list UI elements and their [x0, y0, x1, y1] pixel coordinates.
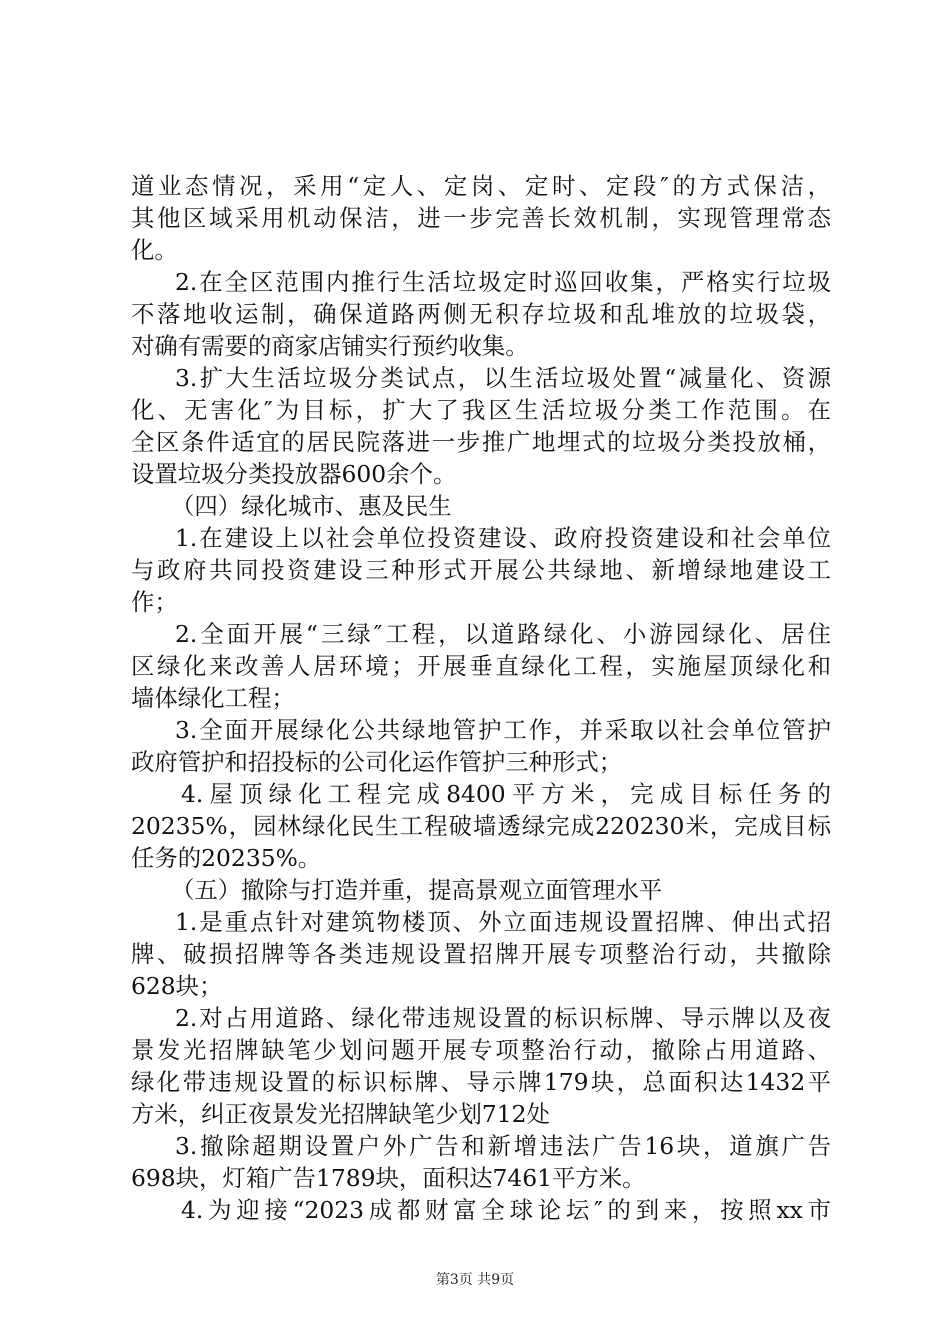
- text-line: 任务的20235%。: [131, 844, 322, 872]
- text-line: 其他区域采用机动保洁，进一步完善长效机制，实现管理常态: [131, 204, 831, 232]
- text-line: 3.全面开展绿化公共绿地管护工作，并采取以社会单位管护: [175, 716, 831, 744]
- text-line: （五）撤除与打造并重，提高景观立面管理水平: [171, 876, 663, 904]
- text-line: 政府管护和招投标的公司化运作管护三种形式；: [131, 748, 623, 776]
- text-line: 4.屋顶绿化工程完成8400平方米，完成目标任务的: [181, 780, 831, 808]
- text-line: 设置垃圾分类投放器600余个。: [131, 460, 457, 488]
- text-line: 墙体绿化工程；: [131, 684, 295, 712]
- text-line: 不落地收运制，确保道路两侧无积存垃圾和乱堆放的垃圾袋，: [131, 300, 831, 328]
- text-line: 2.对占用道路、绿化带违规设置的标识标牌、导示牌以及夜: [175, 1004, 831, 1032]
- text-line: 698块，灯箱广告1789块，面积达7461平方米。: [131, 1164, 646, 1192]
- text-line: 方米，纠正夜景发光招牌缺笔少划712处: [131, 1100, 550, 1128]
- text-line: 绿化带违规设置的标识标牌、导示牌179块，总面积达1432平: [131, 1068, 831, 1096]
- text-line: 道业态情况，采用“定人、定岗、定时、定段″的方式保洁，: [131, 172, 831, 200]
- text-line: 化、无害化″为目标，扩大了我区生活垃圾分类工作范围。在: [131, 396, 831, 424]
- text-line: 全区条件适宜的居民院落进一步推广地埋式的垃圾分类投放桶，: [131, 428, 831, 456]
- text-line: 景发光招牌缺笔少划问题开展专项整治行动，撤除占用道路、: [131, 1036, 831, 1064]
- text-line: 化。: [131, 236, 178, 264]
- text-line: 3.撤除超期设置户外广告和新增违法广告16块，道旗广告: [175, 1132, 831, 1160]
- document-body: [131, 170, 831, 1226]
- text-line: 1.在建设上以社会单位投资建设、政府投资建设和社会单位: [175, 524, 831, 552]
- text-line: 作；: [131, 588, 178, 616]
- text-line: 4.为迎接“2023成都财富全球论坛″的到来，按照xx市: [181, 1196, 831, 1224]
- text-line: 对确有需要的商家店铺实行预约收集。: [131, 332, 529, 360]
- text-line: 牌、破损招牌等各类违规设置招牌开展专项整治行动，共撤除: [131, 940, 831, 968]
- text-line: 区绿化来改善人居环境；开展垂直绿化工程，实施屋顶绿化和: [131, 652, 831, 680]
- text-line: 2.在全区范围内推行生活垃圾定时巡回收集，严格实行垃圾: [175, 268, 831, 296]
- text-line: （四）绿化城市、惠及民生: [171, 492, 452, 520]
- text-line: 1.是重点针对建筑物楼顶、外立面违规设置招牌、伸出式招: [175, 908, 831, 936]
- text-line: 与政府共同投资建设三种形式开展公共绿地、新增绿地建设工: [131, 556, 831, 584]
- text-line: 628块；: [131, 972, 223, 1000]
- text-line: 2.全面开展“三绿″工程，以道路绿化、小游园绿化、居住: [175, 620, 831, 648]
- page-footer: 第3页 共9页: [435, 1272, 515, 1288]
- text-line: 20235%，园林绿化民生工程破墙透绿完成220230米，完成目标: [131, 812, 831, 840]
- text-line: 3.扩大生活垃圾分类试点，以生活垃圾处置“减量化、资源: [175, 364, 831, 392]
